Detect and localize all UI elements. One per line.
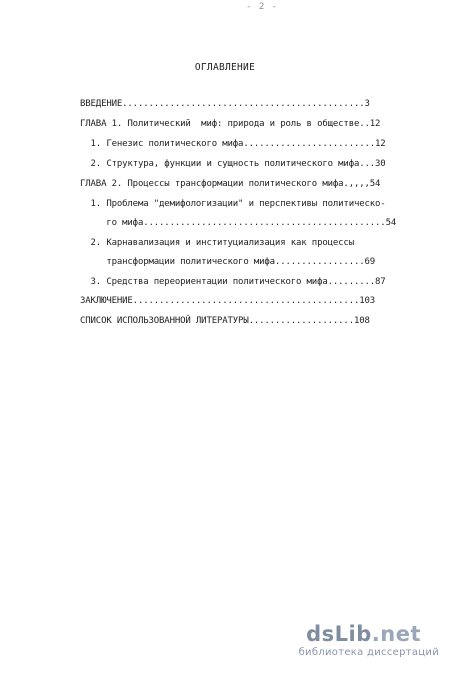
watermark-logo-main: dsLib	[306, 622, 372, 646]
toc-entry-conclusion: ЗАКЛЮЧЕНИЕ...........................................103	[80, 296, 376, 306]
toc-entry-1-2: 2. Структура, функции и сущность политического мифа...30	[80, 159, 386, 169]
watermark-subtitle: библиотека диссертаций	[298, 647, 439, 658]
toc-entry-2-3: 3. Средства переориентации политического мифа.........87	[80, 277, 386, 287]
watermark	[264, 622, 439, 658]
page-number: - 2 -	[246, 2, 279, 12]
toc-entry-vvedenie: ВВЕДЕНИЕ..............................................3	[80, 99, 370, 109]
watermark-logo-tld: .net	[371, 622, 421, 646]
toc-entry-chapter-1: ГЛАВА 1. Политический миф: природа и роль в обществе..12	[80, 119, 381, 129]
toc-entry-1-1: 1. Генезис политического мифа.........................12	[80, 139, 386, 149]
toc-entry-2-1-cont: го мифа..............................................54	[80, 218, 397, 228]
watermark-logo	[264, 622, 439, 646]
toc-entry-chapter-2: ГЛАВА 2. Процессы трансформации политического мифа.,,,,54	[80, 179, 381, 189]
toc-entry-2-2-cont: трансформации политического мифа.................69	[80, 257, 376, 267]
toc-entry-2-1: 1. Проблема "демифологизации" и перспективы политическо-	[80, 199, 386, 209]
toc-entry-2-2: 2. Карнавализация и институциализация как процессы	[80, 238, 354, 248]
toc-entry-bibliography: СПИСОК ИСПОЛЬЗОВАННОЙ ЛИТЕРАТУРЫ....................108	[80, 316, 370, 326]
toc-title: ОГЛАВЛЕНИЕ	[194, 62, 256, 73]
